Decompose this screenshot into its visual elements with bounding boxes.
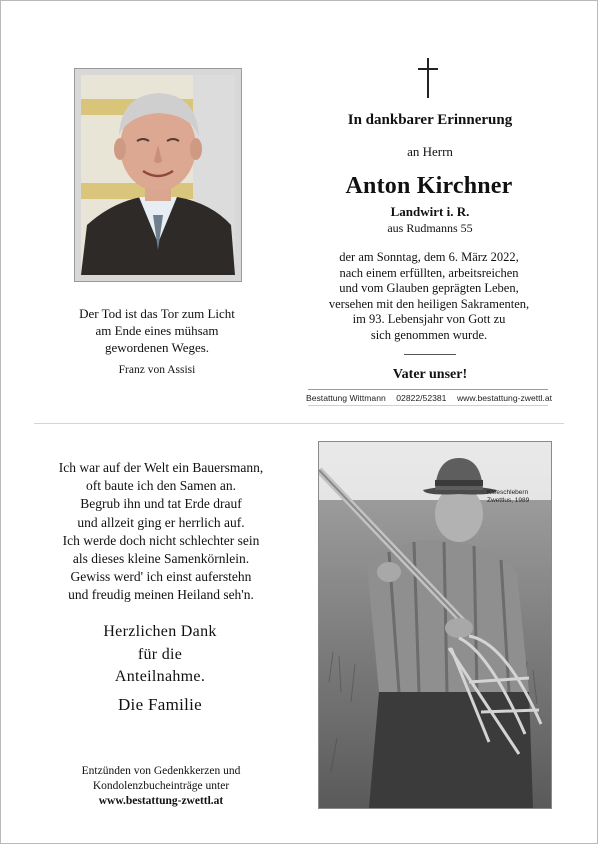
thanks-text [60,621,260,689]
condolence-line: Kondolenzbucheinträge unter [92,780,230,792]
funeral-home-name: Bestattung Wittmann [306,393,386,403]
salutation: an Herrn [407,144,453,159]
poem-line: und freudig meinen Heiland seh'n. [68,587,254,603]
photo-caption-line: Zwettlus, 1989 [487,497,530,504]
notice-line: im 93. Lebensjahr von Gott zu [352,312,506,326]
photo-caption-line: Kleeschlebern [487,489,529,496]
poem-line: Gewiss werd' ich einst auferstehn [70,569,252,585]
fold-divider [34,423,564,424]
family-signature: Die Familie [117,695,203,714]
poem-line: Begrub ihn und tat Erde drauf [80,496,242,512]
farmer-photo [318,441,552,809]
condolence-url[interactable]: www.bestattung-zwettl.at [98,795,224,807]
footer-divider-bottom [308,405,548,406]
funeral-home-website[interactable]: www.bestattung-zwettl.at [456,393,552,403]
thanks-line: für die [137,645,183,663]
cross-icon [427,58,429,98]
quote-author: Franz von Assisi [118,364,196,376]
poem-line: Ich werde doch nicht schlechter sein [62,532,260,548]
quote-line: gewordenen Weges. [104,340,210,355]
notice-line: der am Sonntag, dem 6. März 2022, [339,250,519,264]
short-divider [404,354,456,355]
prayer-text: Vater unser! [392,367,468,382]
cross-icon-bar [418,68,438,70]
deceased-name: Anton Kirchner [345,173,513,199]
quote-line: Der Tod ist das Tor zum Licht [79,306,235,321]
poem-line: oft baute ich den Samen an. [86,478,236,494]
poem [30,459,292,605]
quote-text [40,305,274,356]
notice-line: sich genommen wurde. [370,327,488,342]
portrait-illustration [81,75,235,275]
condolence-info [50,764,272,809]
quote-line: am Ende eines mühsam [95,323,219,338]
deceased-address: aus Rudmanns 55 [387,221,473,235]
death-notice-text [300,250,558,343]
poem-line: als dieses kleine Samenkörnlein. [72,551,250,567]
notice-line: nach einem erfüllten, arbeitsreichen [339,265,519,280]
deceased-title: Landwirt i. R. [390,204,470,219]
memorial-heading: In dankbarer Erinnerung [347,112,513,128]
portrait-frame [74,68,242,282]
funeral-home-footer [306,393,552,403]
poem-line: Ich war auf der Welt ein Bauersmann, [58,460,264,475]
poem-line: und allzeit ging er herrlich auf. [77,514,245,530]
portrait-photo [81,75,235,275]
footer-divider [308,389,548,390]
farmer-photo-illustration [319,442,551,808]
condolence-line: Entzünden von Gedenkkerzen und [81,765,241,777]
notice-line: und vom Glauben geprägten Leben, [339,281,519,295]
thanks-line: Herzlichen Dank [103,623,217,640]
thanks-line: Anteilnahme. [114,668,206,685]
funeral-home-phone: 02822/52381 [396,393,447,403]
notice-line: versehen mit den heiligen Sakramenten, [328,296,530,311]
